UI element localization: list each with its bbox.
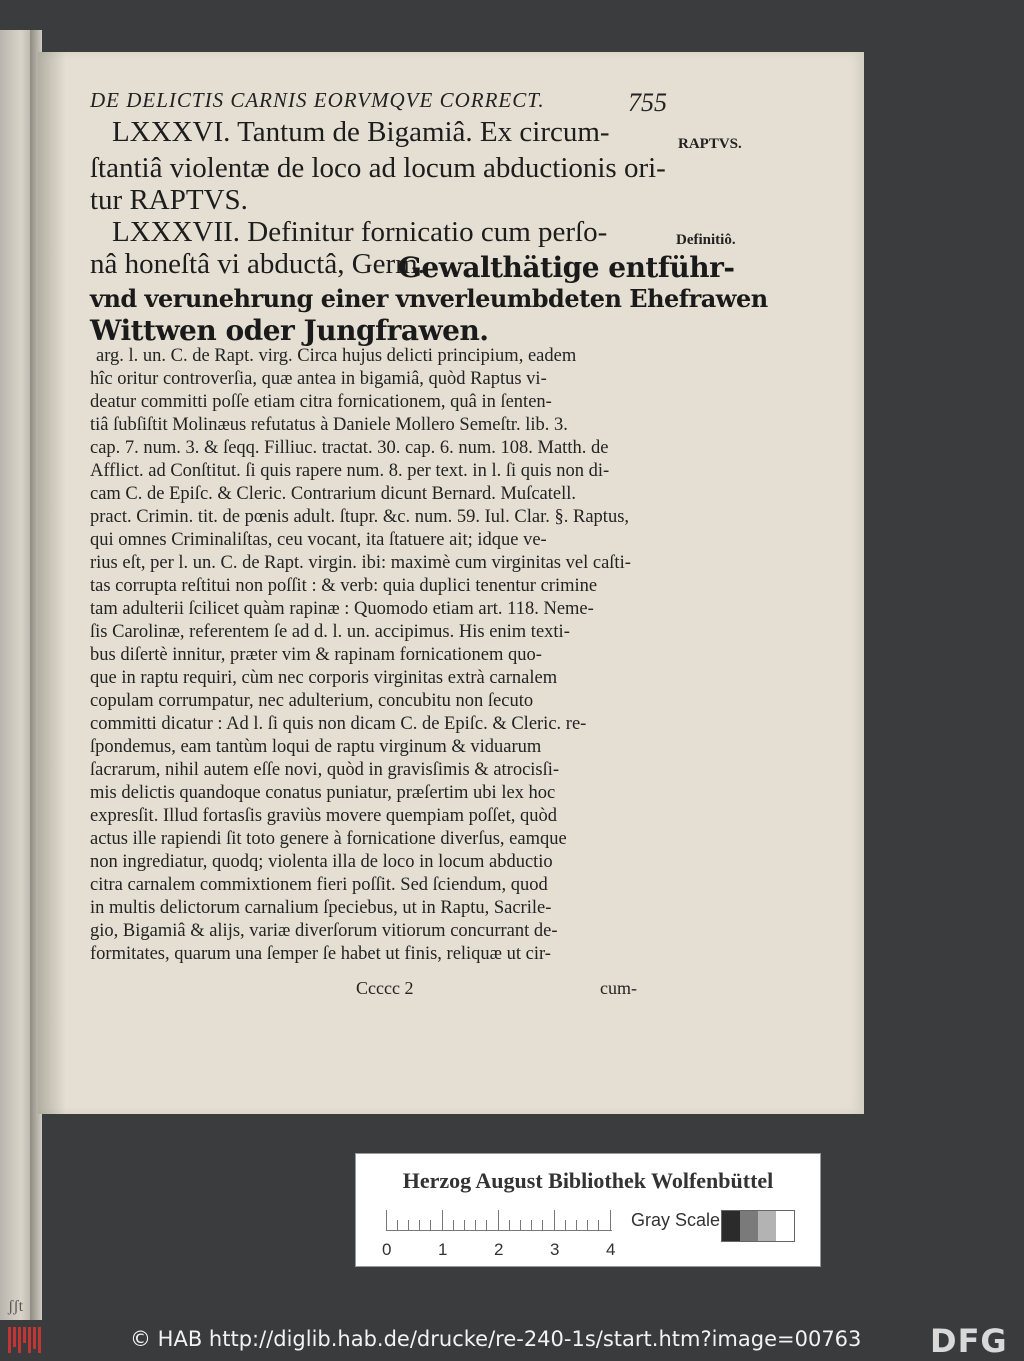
heading-line: ſtantiâ violentæ de loco ad locum abductionis ori- — [90, 152, 666, 184]
body-line: committi dicatur : Ad l. ſi quis non dicam C. de Epiſc. & Cleric. re- — [90, 714, 587, 734]
margin-note-definitio: Definitiô. — [676, 232, 736, 248]
ruler-tick — [565, 1220, 566, 1230]
ruler-tick — [531, 1220, 532, 1230]
gothic-line: Wittwen oder Jungfrawen. — [90, 314, 489, 347]
body-line: hîc oritur controverſia, quæ antea in bigamiâ, quòd Raptus vi- — [90, 369, 547, 389]
body-line: tam adulterii ſcilicet quàm rapinæ : Quomodo etiam art. 118. Neme- — [90, 599, 594, 619]
body-line: copulam corrumpatur, nec adulterium, concubitu non ſecuto — [90, 691, 534, 711]
color-calibration-card — [355, 1153, 821, 1267]
pencil-mark: ʃʃt — [8, 1298, 24, 1315]
ruler-tick-major — [442, 1210, 443, 1230]
ruler-number: 0 — [382, 1240, 392, 1259]
body-line: cap. 7. num. 3. & ſeqq. Filliuc. tractat. 30. cap. 6. num. 108. Matth. de — [90, 438, 609, 458]
body-line: expresſit. Illud fortasſis graviùs movere quempiam poſſet, quòd — [90, 806, 558, 826]
ruler-tick — [587, 1220, 588, 1230]
dfg-logo: DFG — [930, 1322, 1008, 1360]
body-line: tiâ ſubſiſtit Molinæus refutatus à Daniele Mollero Semeſtr. lib. 3. — [90, 415, 568, 435]
gray-scale-swatches — [721, 1210, 795, 1242]
body-line: actus ille rapiendi ſit toto genere à fornicatione diverſus, eamque — [90, 829, 567, 849]
running-head: DE DELICTIS CARNIS EORVMQVE CORRECT. — [90, 88, 545, 112]
gray-scale-label: Gray Scale — [631, 1210, 721, 1230]
hab-logo-icon — [8, 1327, 44, 1353]
body-line: arg. l. un. C. de Rapt. virg. Circa hujus delicti principium, eadem — [96, 346, 577, 366]
heading-line: nâ honeſtâ vi abductâ, Germ. — [90, 248, 425, 280]
body-line: deatur committi poſſe etiam citra fornicationem, quâ in ſenten- — [90, 392, 552, 412]
body-line: in multis delictorum carnalium ſpeciebus, ut in Raptu, Sacrile- — [90, 898, 552, 918]
ruler-tick — [509, 1220, 510, 1230]
margin-note-raptus: RAPTVS. — [678, 136, 742, 152]
ruler-tick — [576, 1220, 577, 1230]
gray-swatch-light — [758, 1211, 776, 1241]
heading-line: LXXXVI. Tantum de Bigamiâ. Ex circum- — [112, 116, 610, 148]
gray-swatch-black — [722, 1211, 740, 1241]
body-line: gio, Bigamiâ & alijs, variæ diverſorum vitiorum concurrant de- — [90, 921, 558, 941]
body-line: bus diſertè innitur, præter vim & rapinam fornicationem quo- — [90, 645, 542, 665]
heading-line: tur RAPTVS. — [90, 184, 248, 216]
ruler-tick — [542, 1220, 543, 1230]
ruler-scale — [386, 1208, 612, 1231]
body-line: ſacrarum, nihil autem eſſe novi, quòd in gravisſimis & atrocisſi- — [90, 760, 560, 780]
gothic-line: vnd verunehrung einer vnverleumbdeten Ehefrawen — [90, 284, 768, 313]
ruler-tick-major — [386, 1210, 387, 1230]
ruler-tick — [598, 1220, 599, 1230]
ruler-tick — [397, 1220, 398, 1230]
gutter-shadow — [38, 52, 66, 1114]
body-line: ſis Carolinæ, referentem ſe ad d. l. un. accipimus. His enim texti- — [90, 622, 570, 642]
body-line: qui omnes Criminaliſtas, ceu vocant, ita ſtatuere ait; idque ve- — [90, 530, 547, 550]
ruler-tick-major — [498, 1210, 499, 1230]
ruler-tick — [486, 1220, 487, 1230]
body-line: ſpondemus, eam tantùm loqui de raptu virginum & viduarum — [90, 737, 542, 757]
ruler-tick-major — [554, 1210, 555, 1230]
ruler-number: 4 — [606, 1240, 616, 1259]
body-line: Afflict. ad Conſtitut. ſi quis rapere num. 8. per text. in l. ſi quis non di- — [90, 461, 610, 481]
ruler-tick — [453, 1220, 454, 1230]
body-line: formitates, quarum una ſemper ſe habet ut finis, reliquæ ut cir- — [90, 944, 551, 964]
ruler-number: 3 — [550, 1240, 560, 1259]
body-line: cam C. de Epiſc. & Cleric. Contrarium dicunt Bernard. Muſcatell. — [90, 484, 577, 504]
gothic-line: Gewalthätige entführ- — [398, 251, 735, 284]
body-line: tas corrupta reſtitui non poſſit : & verb: quia duplici tenentur crimine — [90, 576, 598, 596]
body-line: rius eſt, per l. un. C. de Rapt. virgin. ibi: maximè cum virginitas vel caſti- — [90, 553, 631, 573]
ruler-tick — [408, 1220, 409, 1230]
signature-mark: Ccccc 2 — [356, 978, 414, 998]
body-line: citra carnalem commixtionem fieri poſſit. Sed ſciendum, quod — [90, 875, 548, 895]
body-line: pract. Crimin. tit. de pœnis adult. ſtupr. &c. num. 59. Iul. Clar. §. Raptus, — [90, 507, 630, 527]
ruler-number: 1 — [438, 1240, 448, 1259]
ruler-tick — [464, 1220, 465, 1230]
body-line: non ingrediatur, quodq; violenta illa de loco in locum abductio — [90, 852, 553, 872]
ruler-number: 2 — [494, 1240, 504, 1259]
page-number: 755 — [628, 88, 667, 117]
copyright-link[interactable]: © HAB http://diglib.hab.de/drucke/re-240-1s/start.htm?image=00763 — [130, 1327, 862, 1351]
gray-swatch-dark — [740, 1211, 758, 1241]
ruler-tick-major — [610, 1210, 611, 1230]
ruler-tick — [520, 1220, 521, 1230]
ruler-tick — [430, 1220, 431, 1230]
heading-line: LXXXVII. Definitur fornicatio cum perſo- — [112, 216, 608, 248]
catchword: cum- — [600, 978, 637, 998]
gray-swatch-white — [776, 1211, 794, 1241]
ruler-tick — [475, 1220, 476, 1230]
library-name: Herzog August Bibliothek Wolfenbüttel — [402, 1168, 774, 1193]
ruler-tick — [419, 1220, 420, 1230]
body-line: que in raptu requiri, cùm nec corporis virginitas extrà carnalem — [90, 668, 558, 688]
body-line: mis delictis quandoque conatus puniatur, præſertim ubi lex hoc — [90, 783, 556, 803]
